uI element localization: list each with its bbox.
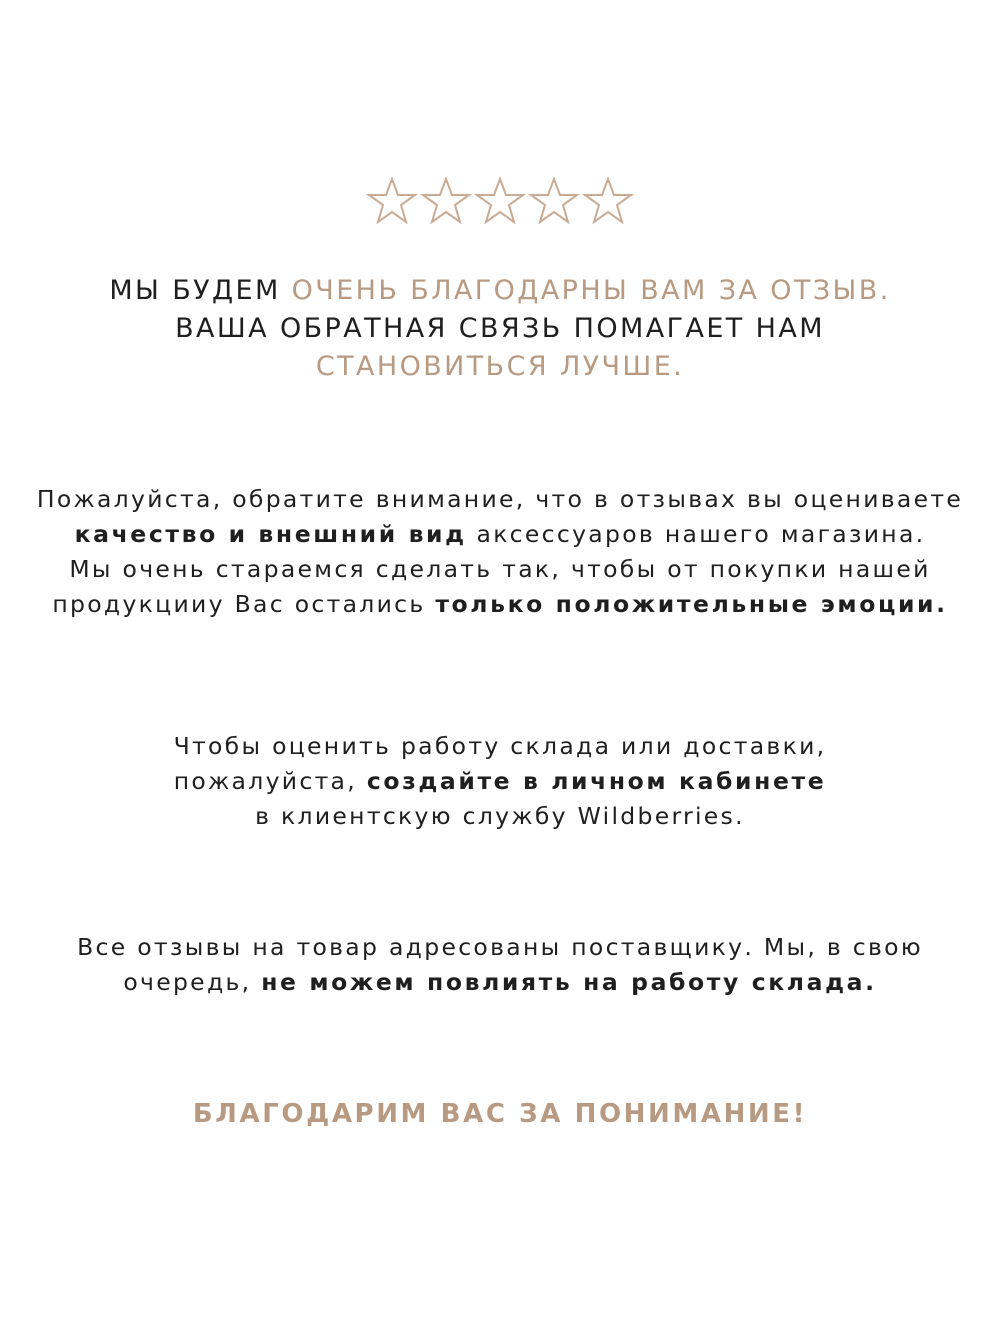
p3-line2-bold: не можем повлиять на работу склада. bbox=[261, 968, 877, 996]
p1-line2-bold: качество и внешний вид bbox=[74, 520, 467, 548]
feedback-heading bbox=[0, 272, 1000, 386]
supplier-notice-paragraph bbox=[0, 930, 1000, 1000]
delivery-feedback-paragraph bbox=[0, 729, 1000, 834]
heading-line2: ВАША ОБРАТНАЯ СВЯЗЬ ПОМАГАЕТ НАМ bbox=[175, 313, 825, 344]
p1-line3: Мы очень стараемся сделать так, чтобы от покупки нашей bbox=[69, 555, 931, 583]
p2-line1: Чтобы оценить работу склада или доставки, bbox=[173, 732, 827, 760]
p2-line2-start: пожалуйста, bbox=[173, 767, 367, 795]
star-outline-icon bbox=[474, 176, 526, 226]
review-scope-paragraph bbox=[0, 482, 1000, 622]
closing-thanks: БЛАГОДАРИМ ВАС ЗА ПОНИМАНИЕ! bbox=[192, 1099, 808, 1129]
star-outline-icon bbox=[582, 176, 634, 226]
star-outline-icon bbox=[420, 176, 472, 226]
star-outline-icon bbox=[366, 176, 418, 226]
heading-line1-dark: МЫ БУДЕМ bbox=[109, 275, 292, 306]
p2-line2-bold: создайте в личном кабинете bbox=[366, 767, 827, 795]
p3-line1: Все отзывы на товар адресованы поставщику. Мы, в свою bbox=[77, 933, 923, 961]
p1-line4-bold: только положительные эмоции. bbox=[435, 590, 948, 618]
p2-line3: в клиентскую службу Wildberries. bbox=[255, 802, 745, 830]
p3-line2-start: очередь, bbox=[123, 968, 262, 996]
rating-stars bbox=[0, 176, 1000, 226]
p1-line2-rest: аксессуаров нашего магазина. bbox=[466, 520, 926, 548]
heading-line1-accent: ОЧЕНЬ БЛАГОДАРНЫ ВАМ ЗА ОТЗЫВ. bbox=[291, 275, 891, 306]
p1-line1: Пожалуйста, обратите внимание, что в отзывах вы оцениваете bbox=[36, 485, 964, 513]
p1-line4-start: продукцииу Вас остались bbox=[52, 590, 436, 618]
star-outline-icon bbox=[528, 176, 580, 226]
heading-line3-accent: СТАНОВИТЬСЯ ЛУЧШЕ. bbox=[315, 351, 685, 382]
